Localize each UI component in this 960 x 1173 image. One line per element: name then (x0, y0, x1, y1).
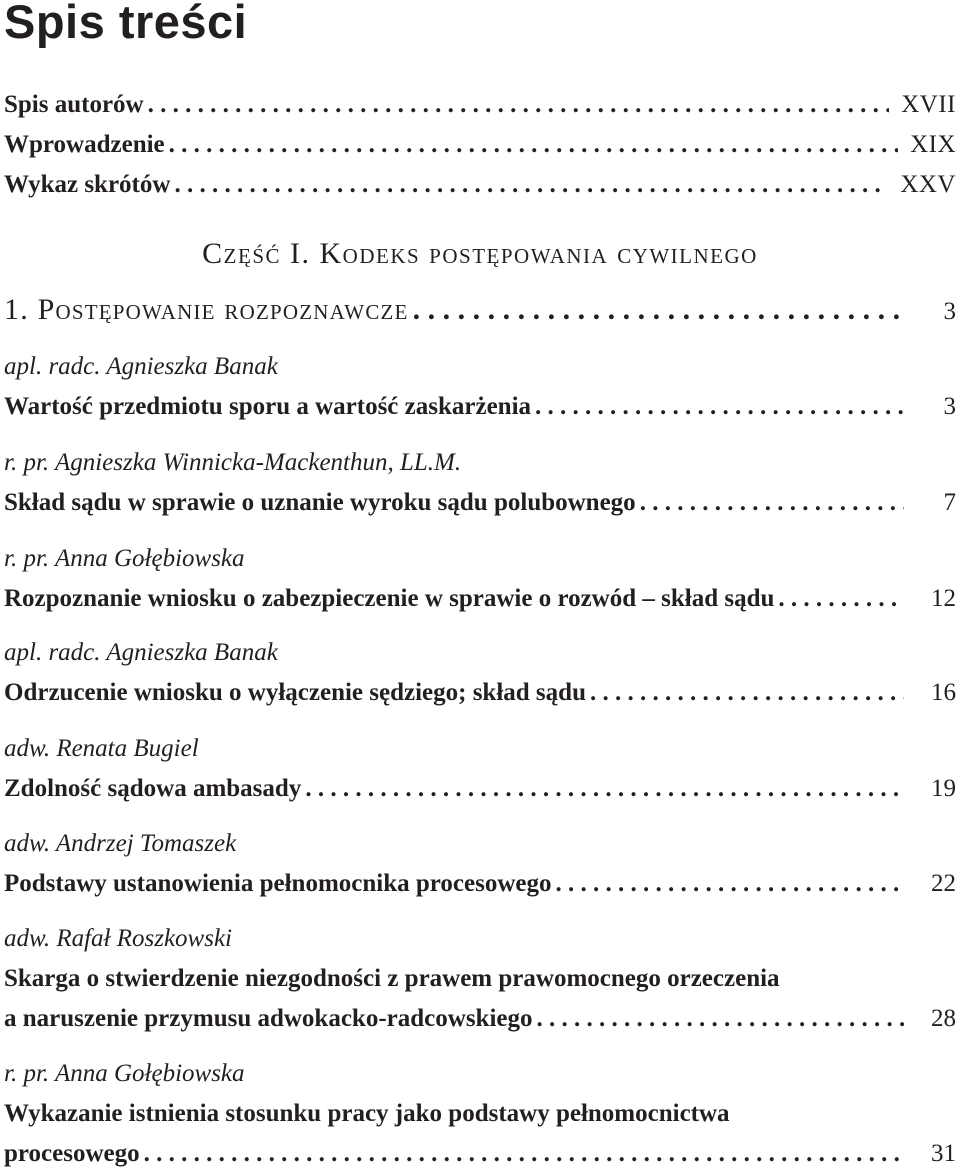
entry-page: 22 (931, 870, 956, 897)
entry-page: 12 (931, 585, 956, 612)
toc-entry[interactable] (4, 488, 956, 518)
entry-author: adw. Renata Bugiel (4, 735, 199, 762)
entry-title: Zdolność sądowa ambasady (4, 775, 302, 802)
entry-title: Skład sądu w sprawie o uznanie wyroku sądu polubownego (4, 489, 636, 516)
dot-leader (535, 392, 904, 422)
page-title: Spis treści (4, 0, 248, 48)
entry-title: Wartość przedmiotu sporu a wartość zaskarżenia (4, 393, 532, 420)
toc-entry-wykaz-skrotow[interactable] (4, 170, 956, 200)
toc-entry[interactable] (4, 1139, 956, 1169)
dot-leader (305, 774, 904, 804)
toc-entry-page: XVII (901, 91, 956, 118)
entry-author: adw. Andrzej Tomaszek (4, 830, 237, 857)
dot-leader (413, 295, 904, 325)
dot-leader (590, 678, 904, 708)
toc-chapter[interactable] (4, 295, 956, 327)
toc-entry-page: XXV (900, 171, 956, 198)
toc-entry-title: Wykaz skrótów (4, 171, 171, 198)
toc-entry[interactable] (4, 869, 956, 899)
entry-author: apl. radc. Agnieszka Banak (4, 353, 278, 380)
entry-title: Rozpoznanie wniosku o zabezpieczenie w sprawie o rozwód – skład sądu (4, 585, 775, 612)
toc-entry-title: Wprowadzenie (4, 131, 165, 158)
entry-page: 3 (943, 393, 956, 420)
toc-entry[interactable] (4, 1004, 956, 1034)
entry-author: adw. Rafał Roszkowski (4, 925, 233, 952)
dot-leader (556, 869, 905, 899)
toc-entry-page: XIX (910, 131, 956, 158)
entry-title: Odrzucenie wniosku o wyłączenie sędziego; skład sądu (4, 679, 586, 706)
toc-entry[interactable] (4, 774, 956, 804)
entry-page: 7 (943, 489, 956, 516)
dot-leader (144, 1139, 904, 1169)
dot-leader (778, 584, 904, 614)
entry-author: r. pr. Agnieszka Winnicka-Mackenthun, LL.M. (4, 449, 462, 476)
entry-title: Podstawy ustanowienia pełnomocnika procesowego (4, 870, 552, 897)
entry-author: r. pr. Anna Gołębiowska (4, 1060, 245, 1087)
toc-entry-spis-autorow[interactable] (4, 90, 956, 120)
toc-entry[interactable] (4, 392, 956, 422)
toc-entry-wprowadzenie[interactable] (4, 130, 956, 160)
dot-leader (148, 90, 890, 120)
part-heading: Część I. Kodeks postępowania cywilnego (202, 237, 758, 270)
dot-leader (640, 488, 904, 518)
dot-leader (169, 130, 898, 160)
toc-entry[interactable] (4, 584, 956, 614)
entry-page: 16 (931, 679, 956, 706)
entry-page: 28 (931, 1005, 956, 1032)
toc-entry[interactable] (4, 678, 956, 708)
toc-entry-title: Spis autorów (4, 91, 144, 118)
entry-title: a naruszenie przymusu adwokacko-radcowskiego (4, 1005, 533, 1032)
entry-page: 19 (931, 775, 956, 802)
dot-leader (537, 1004, 905, 1034)
entry-title-line-1: Wykazanie istnienia stosunku pracy jako podstawy pełnomocnictwa (4, 1100, 730, 1127)
entry-author: r. pr. Anna Gołębiowska (4, 545, 245, 572)
entry-title: procesowego (4, 1140, 140, 1167)
dot-leader (174, 170, 888, 200)
entry-title-line-1: Skarga o stwierdzenie niezgodności z prawem prawomocnego orzeczenia (4, 965, 780, 992)
chapter-title: 1. Postępowanie rozpoznawcze (4, 293, 409, 326)
entry-author: apl. radc. Agnieszka Banak (4, 639, 278, 666)
chapter-page: 3 (943, 298, 956, 325)
entry-page: 31 (931, 1140, 956, 1167)
